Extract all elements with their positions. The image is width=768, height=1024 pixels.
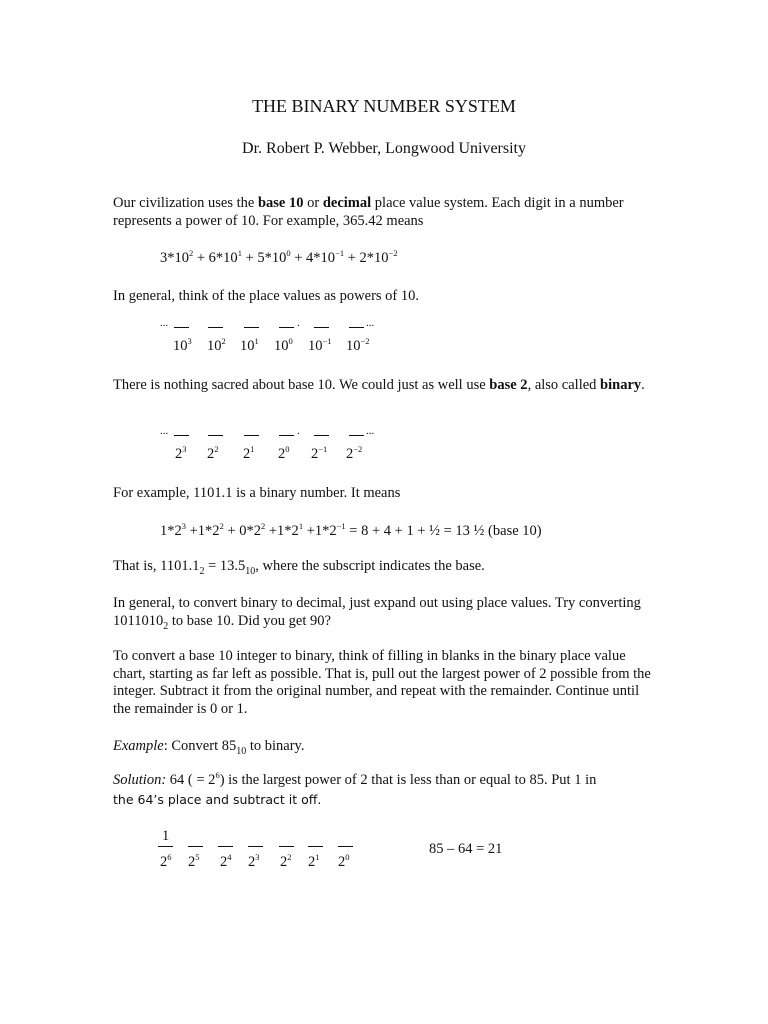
intro-paragraph: Our civilization uses the base 10 or decimal place value system. Each digit in a number represents a power of 10. For example, 365.42 means (113, 195, 624, 229)
place-blank (158, 846, 173, 847)
convert-decimal-to-binary-paragraph: To convert a base 10 integer to binary, think of filling in blanks in the binary place value chart, starting as far left as possible. That is, pull out the largest power of 2 possible from the integer. Subtract it from the original number, and repeat with the remainder. Continue until the remainder is 0 or 1. (113, 648, 651, 717)
place-label: $2^{-1}$ (311, 444, 328, 462)
example-heading: Example: Convert $85_{10}$ to binary. (113, 738, 305, 757)
convert-binary-to-decimal-paragraph: In general, to convert binary to decimal, just expand out using place values. Try converting $1011010_2$ to base 10. Did you get 90? (113, 595, 641, 632)
place-blank (279, 435, 294, 436)
place-label: $2^2$ (280, 852, 292, 870)
place-blank (349, 327, 364, 328)
decimal-expansion: $3*10^2 + 6*10^1 + 5*10^0 + 4*10^{-1} + 2*10^{-2}$ (160, 248, 398, 266)
place-label: $2^4$ (220, 852, 232, 870)
place-blank (174, 327, 189, 328)
place-label: $10^{-1}$ (308, 336, 332, 354)
binary-example-text: For example, 1101.1 is a binary number. It means (113, 485, 401, 501)
place-blank (279, 846, 294, 847)
place-label: $10^1$ (240, 336, 259, 354)
place-label: $2^1$ (243, 444, 255, 462)
place-blank (314, 435, 329, 436)
place-blank (218, 846, 233, 847)
filled-digit: 1 (162, 828, 170, 844)
place-label: $2^0$ (338, 852, 350, 870)
subtraction-calc: 85 – 64 = 21 (429, 841, 503, 857)
binary-expansion: $1*2^3 +1*2^2 + 0*2^2 +1*2^1 +1*2^{-1} = 8 + 4 + 1$ + ½ = 13 ½ (base 10) (160, 521, 542, 539)
place-blank (314, 327, 329, 328)
place-label: $2^2$ (207, 444, 219, 462)
place-label: $2^3$ (248, 852, 260, 870)
place-blank (244, 327, 259, 328)
place-label: $2^1$ (308, 852, 320, 870)
place-label: $2^6$ (160, 852, 172, 870)
document-author: Dr. Robert P. Webber, Longwood University (242, 140, 526, 157)
place-label: $2^5$ (188, 852, 200, 870)
place-blank (174, 435, 189, 436)
document-page: THE BINARY NUMBER SYSTEM Dr. Robert P. Webber, Longwood University Our civilization uses the base 10 or decimal place value system. Each digit in a number represents a power of 10. For example, 365.42 means $3*10^2 + 6*10^1 + 5*10^0 + 4*10^{-1} + 2*10^{-2}$ In general, think of the place values as powers of 10. ... . ... $10^3$ $10^2$ $10^1$ $10^0$ $10^{-1}$ $10^{-2}$ There is nothing sacred about base 10. We could just as well use base 2, also called binary. ... . ... $2^3$ $2^2$ $2^1$ $2^0$ $2^{-1}$ $2^{-2}$ For example, 1101.1 is a binary number. It means $1*2^3 +1*2^2 + 0*2^2 +1*2^1 +1*2^{-1} = 8 + 4 + 1$ + ½ = 13 ½ (base 10) That is, $1101.1_2 = 13.5_{10}$, where the subscript indicates the base. In general, to convert binary to decimal, just expand out using place values. Try converting $1011010_2$ to base 10. Did you get 90? To convert a base 10 integer to binary, think of filling in blanks in the binary place value chart, starting as far left as possible. That is, pull out the largest power of 2 possible from the integer. Subtract it from the original number, and repeat with the remainder. Continue until the remainder is 0 or 1. Example: Convert $85_{10}$ to binary. Solution: 64 ( = $2^6$) is the largest power of 2 that is less than or equal to 85. Put 1 in the 64’s place and subtract it off. 1 $2^6$ $2^5$ $2^4$ $2^3$ $2^2$ $2^1$ $2^0$ 85 – 64 = 21 (0, 0, 768, 1024)
place-blank (208, 327, 223, 328)
place-blank (338, 846, 353, 847)
document-title: THE BINARY NUMBER SYSTEM (252, 96, 516, 116)
base2-paragraph: There is nothing sacred about base 10. We could just as well use base 2, also called binary. (113, 377, 645, 393)
general-powers-text: In general, think of the place values as powers of 10. (113, 288, 420, 304)
place-blank (244, 435, 259, 436)
place-label: $10^{-2}$ (346, 336, 370, 354)
place-blank (308, 846, 323, 847)
place-label: $10^3$ (173, 336, 192, 354)
place-label: $10^2$ (207, 336, 226, 354)
place-label: $2^3$ (175, 444, 187, 462)
place-blank (279, 327, 294, 328)
solution-paragraph: Solution: 64 ( = $2^6$) is the largest power of 2 that is less than or equal to 85. Put 1 in the 64’s place and subtract it off. (113, 770, 597, 807)
place-blank (188, 846, 203, 847)
place-label: $2^{-2}$ (346, 444, 363, 462)
subscript-explanation: That is, $1101.1_2 = 13.5_{10}$, where the subscript indicates the base. (113, 558, 485, 577)
place-blank (349, 435, 364, 436)
place-label: $10^0$ (274, 336, 293, 354)
place-blank (248, 846, 263, 847)
place-label: $2^0$ (278, 444, 290, 462)
place-blank (208, 435, 223, 436)
